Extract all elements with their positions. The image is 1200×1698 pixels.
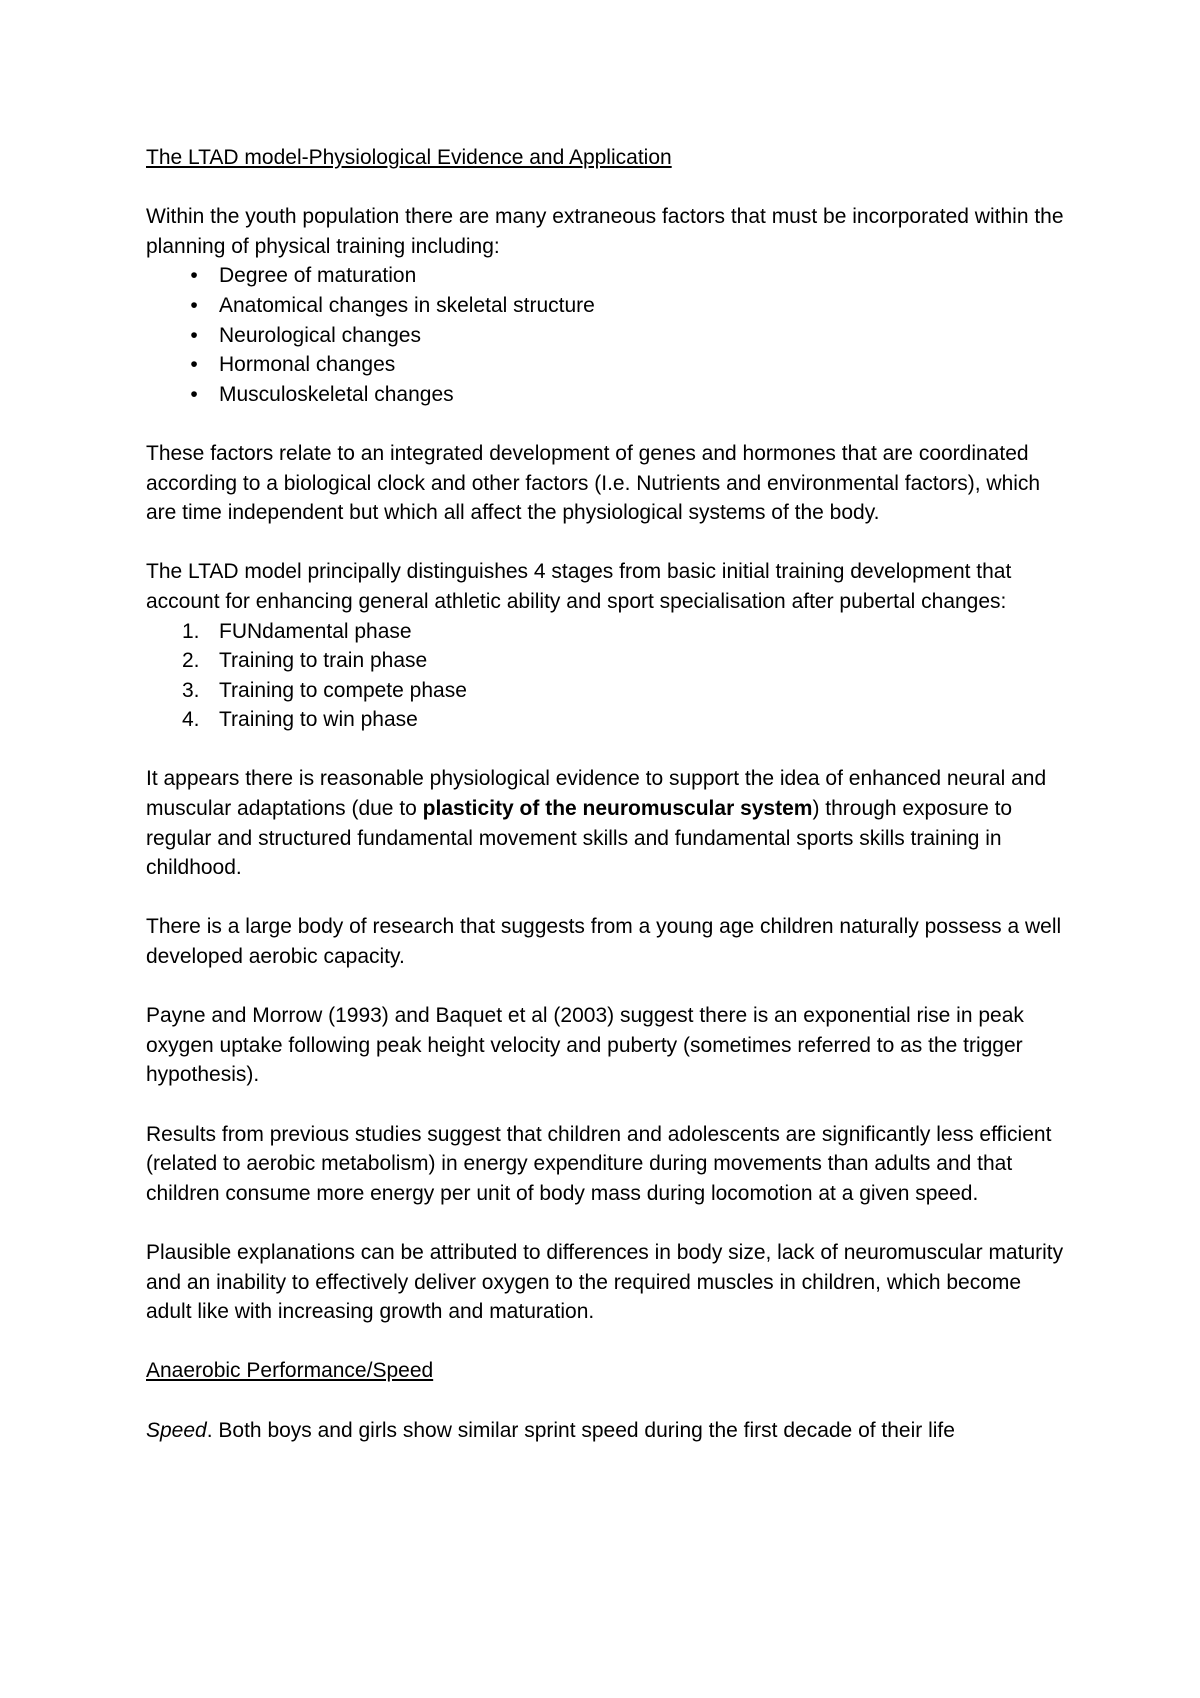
speed-italic-term: Speed: [146, 1418, 207, 1442]
stage-number: 1.: [182, 619, 200, 643]
stages-intro-paragraph: The LTAD model principally distinguishes 4 stages from basic initial training development that account for enhancing general athletic ability and sport specialisation after pubertal changes:: [146, 560, 1012, 613]
evidence-text-after: ) through exposure to regular and structured fundamental movement skills and fundamental sports skills training in childhood.: [146, 797, 1013, 880]
list-item: [146, 350, 1066, 380]
list-item: [146, 261, 1066, 291]
speed-paragraph: [146, 1416, 1066, 1446]
bullet-icon: •: [190, 382, 198, 406]
stage-label: Training to compete phase: [219, 678, 467, 702]
bullet-icon: •: [190, 293, 198, 317]
stage-number: 3.: [182, 678, 200, 702]
section-heading: Anaerobic Performance/Speed: [146, 1359, 434, 1383]
factors-list: [146, 261, 1066, 409]
speed-text: . Both boys and girls show similar sprint speed during the first decade of their life: [206, 1418, 955, 1442]
aerobic-paragraph: There is a large body of research that suggests from a young age children naturally possess a well developed aerobic capacity.: [146, 915, 1062, 969]
plausible-paragraph: Plausible explanations can be attributed to differences in body size, lack of neuromuscular maturity and an inability to effectively deliver oxygen to the required muscles in children, which become adult like with increasing growth and maturation.: [146, 1240, 1064, 1324]
factor-text: Neurological changes: [219, 323, 421, 347]
bullet-icon: •: [190, 353, 198, 377]
factor-text: Degree of maturation: [219, 264, 417, 288]
list-item: [146, 291, 1066, 321]
factor-text: Musculoskeletal changes: [219, 382, 454, 406]
bullet-icon: •: [190, 323, 198, 347]
list-item: [146, 321, 1066, 351]
payne-paragraph: Payne and Morrow (1993) and Baquet et al (2003) suggest there is an exponential rise in peak oxygen uptake following peak height velocity and puberty (sometimes referred to as the trigger hypothesis).: [146, 1004, 1024, 1087]
list-item: [146, 646, 1066, 676]
stages-list: [146, 617, 1066, 735]
stage-label: Training to win phase: [219, 708, 418, 732]
document-title: The LTAD model-Physiological Evidence and Application: [146, 146, 672, 169]
factor-text: Anatomical changes in skeletal structure: [219, 293, 595, 317]
stage-number: 2.: [182, 649, 200, 673]
bullet-icon: •: [190, 264, 198, 288]
list-item: [146, 705, 1066, 735]
results-paragraph: Results from previous studies suggest that children and adolescents are significantly less efficient (related to aerobic metabolism) in energy expenditure during movements than adults and that children consume more energy per unit of body mass during locomotion at a given speed.: [146, 1122, 1052, 1205]
list-item: [146, 617, 1066, 647]
evidence-text-before: It appears there is reasonable physiological evidence to support the idea of enhanced neural and muscular adaptations (due to: [146, 767, 1047, 821]
stage-number: 4.: [182, 708, 200, 732]
stage-label: FUNdamental phase: [219, 619, 412, 643]
list-item: [146, 676, 1066, 706]
factor-text: Hormonal changes: [219, 353, 396, 377]
document-page: [146, 143, 1066, 1475]
evidence-bold-term: plasticity of the neuromuscular system: [422, 797, 813, 821]
list-item: [146, 380, 1066, 410]
intro-paragraph: Within the youth population there are many extraneous factors that must be incorporated within the planning of physical training including:: [146, 205, 1064, 258]
factors-paragraph: These factors relate to an integrated development of genes and hormones that are coordinated according to a biological clock and other factors (I.e. Nutrients and environmental factors), which are time independent but which all affect the physiological systems of the body.: [146, 441, 1041, 525]
evidence-paragraph: [146, 764, 1066, 882]
stage-label: Training to train phase: [219, 649, 428, 673]
